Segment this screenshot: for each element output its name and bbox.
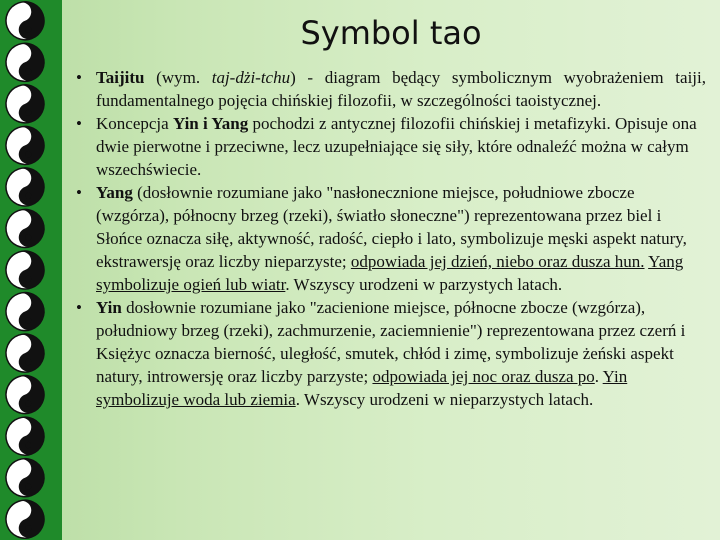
bullet-taijitu: • Taijitu (wym. taj-dżi-tchu) - diagram będący symbolicznym wyobrażeniem taiji, fundamentalnego pojęcia chińskiej filozofii, w szczególności taoistycznej. <box>76 68 706 110</box>
pronunciation: taj-dżi-tchu <box>211 68 291 87</box>
term-yang: Yang <box>96 183 133 202</box>
yin-yang-icon <box>1 329 50 378</box>
underlined-yang-2: Yang symbolizuje ogień lub wiatr <box>96 252 684 294</box>
bullet-dot: • <box>76 298 82 317</box>
term-taijitu: Taijitu <box>96 68 145 87</box>
yin-yang-icon <box>1 412 50 461</box>
term-yin: Yin <box>96 298 122 317</box>
underlined-yin-2: Yin symbolizuje woda lub ziemia <box>96 367 628 409</box>
yin-yang-icon <box>1 370 50 419</box>
bullet-yin-yang: • Koncepcja Yin i Yang pochodzi z antycznej filozofii chińskiej i metafizyki. Opisuje ona dwie pierwotne i przeciwne, lecz uzupełniające się siły, które odnaleźć można w całym wszechświecie. <box>76 114 697 179</box>
yin-yang-strip <box>0 0 62 540</box>
yin-yang-icon <box>1 287 50 336</box>
page-title: Symbol tao <box>300 14 482 52</box>
yin-yang-icon <box>1 163 50 212</box>
bullet-dot: • <box>76 114 82 133</box>
yin-yang-icon <box>1 495 50 540</box>
yin-yang-icon-column <box>0 0 62 540</box>
bullet-yang: • Yang (dosłownie rozumiane jako "nasłonecznione miejsce, południowe zbocze (wzgórza), północny brzeg (rzeki), światło słoneczne") reprezentowana przez biel i Słońce oznacza siłę, aktywność, radość, ciepło i lato, symbolizuje męski aspekt natury, ekstrawersję oraz liczby nieparzyste; odpowiada jej dzień, niebo oraz dusza hun. Yang symbolizuje ogień lub wiatr. Wszyscy urodzeni w parzystych latach. <box>76 183 687 294</box>
yin-yang-icon <box>1 246 50 295</box>
term-yin-yang: Yin i Yang <box>172 114 249 133</box>
yin-yang-icon <box>1 204 50 253</box>
yin-yang-icon <box>1 453 50 502</box>
bullet-dot: • <box>76 183 82 202</box>
bullet-dot: • <box>76 68 82 87</box>
underlined-yang-1: odpowiada jej dzień, niebo oraz dusza hun. <box>350 252 645 271</box>
yin-yang-icon <box>1 121 50 170</box>
yin-yang-icon <box>1 0 50 45</box>
underlined-yin-1: odpowiada jej noc oraz dusza po <box>372 367 595 386</box>
yin-yang-icon <box>1 38 50 87</box>
bullet-list <box>76 66 706 411</box>
yin-yang-icon <box>1 79 50 128</box>
bullet-yin: • Yin dosłownie rozumiane jako "zacienione miejsce, północne zbocze (wzgórza), południowy brzeg (rzeki), zachmurzenie, zaciemnienie") reprezentowana przez czerń i Księżyc oznacza bierność, uległość, smutek, chłód i zimę, symbolizuje żeński aspekt natury, introwersję oraz liczby parzyste; odpowiada jej noc oraz dusza po. Yin symbolizuje woda lub ziemia. Wszyscy urodzeni w nieparzystych latach. <box>76 298 686 409</box>
